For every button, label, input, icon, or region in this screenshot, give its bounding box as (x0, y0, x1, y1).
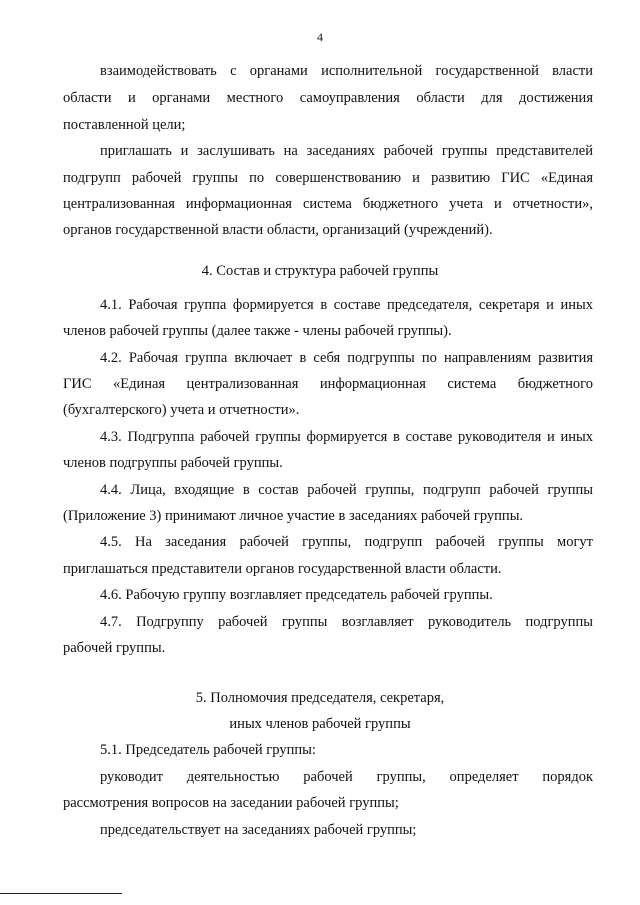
text-line: 4.1. Рабочая группа формируется в составе председателя, секретаря и иных (100, 297, 593, 313)
section-heading: иных членов рабочей группы (229, 716, 411, 732)
section-heading: 4. Состав и структура рабочей группы (201, 263, 439, 279)
text-line: (Приложение 3) принимают личное участие в заседаниях рабочей группы. (63, 508, 524, 524)
text-line: подгрупп рабочей группы по совершенствованию и развитию ГИС «Единая (63, 170, 593, 186)
text-line: 5.1. Председатель рабочей группы: (100, 742, 316, 758)
text-line: централизованная информационная система бюджетного учета и отчетности», (63, 196, 593, 212)
text-line: поставленной цели; (63, 117, 186, 133)
text-line: рабочей группы. (63, 640, 166, 656)
text-line: председательствует на заседаниях рабочей группы; (100, 822, 417, 838)
text-line: области и органами местного самоуправления области для достижения (63, 90, 593, 106)
text-line: приглашаться представители органов государственной власти области. (63, 561, 502, 577)
text-line: 4.5. На заседания рабочей группы, подгрупп рабочей группы могут (100, 534, 593, 550)
text-line: взаимодействовать с органами исполнительной государственной власти (100, 63, 593, 79)
text-line: приглашать и заслушивать на заседаниях рабочей группы представителей (100, 143, 593, 159)
text-line: членов рабочей группы (далее также - члены рабочей группы). (63, 323, 452, 339)
text-line: 4.4. Лица, входящие в состав рабочей группы, подгрупп рабочей группы (100, 482, 593, 498)
section-heading: 5. Полномочия председателя, секретаря, (195, 690, 445, 706)
text-line: органов государственной власти области, организаций (учреждений). (63, 222, 493, 238)
text-line: 4.3. Подгруппа рабочей группы формируется в составе руководителя и иных (100, 429, 593, 445)
text-line: 4.7. Подгруппу рабочей группы возглавляет руководитель подгруппы (100, 614, 593, 630)
page-number: 4 (317, 30, 323, 44)
footnote-separator (0, 893, 122, 894)
text-line: членов подгруппы рабочей группы. (63, 455, 283, 471)
text-line: ГИС «Единая централизованная информационная система бюджетного (63, 376, 593, 392)
text-line: 4.2. Рабочая группа включает в себя подгруппы по направлениям развития (100, 350, 593, 366)
text-line: 4.6. Рабочую группу возглавляет председатель рабочей группы. (100, 587, 493, 603)
text-line: рассмотрения вопросов на заседании рабочей группы; (63, 795, 399, 811)
text-line: руководит деятельностью рабочей группы, определяет порядок (100, 769, 593, 785)
text-line: (бухгалтерского) учета и отчетности». (63, 402, 300, 418)
